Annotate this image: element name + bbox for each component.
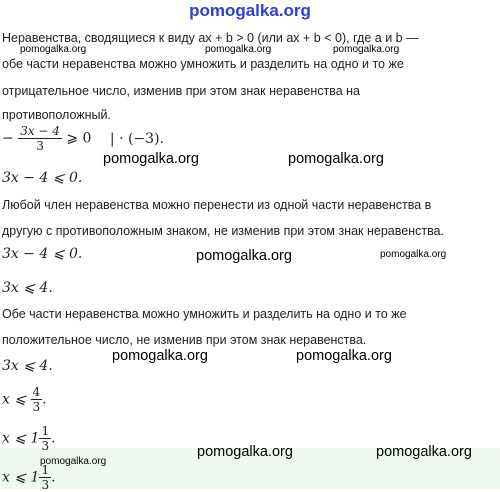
math-step-3: 3x − 4 ⩽ 0. (2, 246, 83, 262)
watermark: pomogalka.org (333, 44, 400, 55)
fraction (39, 424, 51, 453)
math-step-7 (2, 424, 56, 453)
paragraph-rule-1-cont: отрицательное число, изменив при этом знак неравенства на (2, 84, 360, 98)
fraction (39, 463, 51, 492)
math-step-2: 3x − 4 ⩽ 0. (2, 170, 83, 186)
watermark: pomogalka.org (103, 151, 199, 167)
period: . (51, 430, 56, 447)
watermark: pomogalka.org (296, 348, 392, 364)
operation-note: | · (−3). (109, 130, 165, 147)
math-step-1 (2, 124, 164, 153)
fraction-denominator: 3 (41, 439, 50, 453)
paragraph-rule-1-end: противоположный. (2, 108, 111, 122)
watermark: pomogalka.org (205, 44, 272, 55)
inequality-lhs: x ⩽ 1 (2, 430, 40, 447)
period: . (42, 391, 47, 408)
fraction-denominator: 3 (32, 400, 41, 414)
math-step-4: 3x ⩽ 4. (2, 280, 53, 296)
watermark: pomogalka.org (380, 249, 447, 260)
fraction-numerator: 1 (41, 424, 50, 438)
watermark: pomogalka.org (112, 348, 208, 364)
watermark: pomogalka.org (40, 456, 107, 467)
paragraph-rule-3: Обе части неравенства можно умножить и разделить на одно и то же (2, 307, 407, 321)
inequality-lhs: x ⩽ (2, 391, 27, 408)
paragraph-rule-2-cont: другую с противоположным знаком, не изменив при этом знак неравенства. (2, 224, 444, 238)
fraction-denominator: 3 (18, 138, 62, 153)
fraction-numerator: 3x − 4 (20, 124, 60, 138)
paragraph-intro: Неравенства, сводящиеся к виду ax + b > 0 (или ax + b < 0), где a и b — (2, 31, 419, 45)
site-title[interactable]: pomogalka.org (189, 1, 311, 20)
fraction-denominator: 3 (41, 478, 50, 492)
math-step-6 (2, 385, 47, 414)
fraction (18, 124, 62, 153)
fraction-numerator: 1 (41, 463, 50, 477)
watermark: pomogalka.org (288, 151, 384, 167)
inequality-lhs: x ⩽ 1 (2, 469, 40, 486)
paragraph-rule-3-cont: положительное число, не изменив при этом знак неравенства. (2, 333, 367, 347)
minus-sign: − (2, 130, 14, 147)
watermark: pomogalka.org (20, 44, 87, 55)
math-step-8 (2, 463, 56, 492)
fraction (31, 385, 43, 414)
fraction-numerator: 4 (32, 385, 41, 399)
period: . (51, 469, 56, 486)
watermark: pomogalka.org (196, 248, 292, 264)
watermark: pomogalka.org (376, 444, 472, 460)
relation: ⩾ 0 (66, 130, 92, 147)
math-step-5: 3x ⩽ 4. (2, 358, 53, 374)
paragraph-rule-2: Любой член неравенства можно перенести из одной части неравенства в (2, 198, 432, 212)
paragraph-rule-1: обе части неравенства можно умножить и разделить на одно и то же (2, 57, 404, 71)
watermark: pomogalka.org (197, 444, 293, 460)
